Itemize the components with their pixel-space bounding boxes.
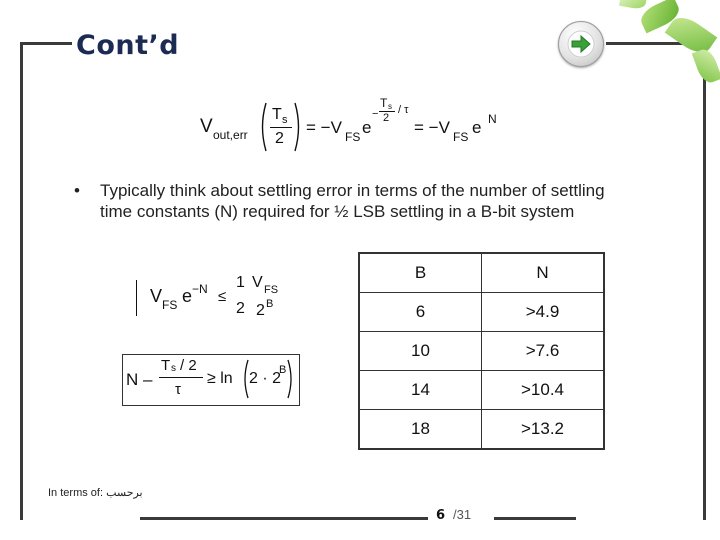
table-cell-n: >13.2 — [482, 410, 605, 450]
exp-tau: / τ — [398, 104, 409, 116]
ineq2-inner-sup: B — [279, 364, 287, 376]
ineq-exp: −N — [192, 282, 208, 296]
table-cell-b: 10 — [359, 332, 482, 371]
exp-den: 2 — [383, 112, 390, 124]
ineq-frac-den: 2 — [236, 300, 245, 317]
frame-left-line — [20, 42, 23, 520]
table-row — [359, 293, 604, 332]
bullet-text — [100, 180, 680, 222]
frame-right-line — [703, 42, 706, 520]
table-header-b: B — [359, 253, 482, 293]
ineq2-left-paren-icon — [241, 359, 249, 399]
table-cell-b: 18 — [359, 410, 482, 450]
settling-error-equation — [200, 96, 520, 156]
leaf-icon — [619, 0, 647, 10]
eq-fs-sub-2: FS — [453, 130, 469, 144]
ineq-v2: V — [252, 274, 263, 291]
ineq2-fraction-bar — [159, 377, 203, 378]
ineq2-ge: ≥ ln — [207, 370, 233, 387]
ineq-fs-sub-2: FS — [264, 284, 279, 296]
n-inequality-box — [122, 354, 300, 406]
table-cell-b: 14 — [359, 371, 482, 410]
ineq2-inner: 2 · 2 — [249, 370, 282, 387]
left-paren-icon — [258, 102, 268, 152]
ineq-den2-sup: B — [266, 298, 274, 310]
table-cell-b: 6 — [359, 293, 482, 332]
eq-equals-1: = −V — [306, 118, 342, 137]
eq-e-2: e — [472, 118, 482, 137]
table-cell-n: >10.4 — [482, 371, 605, 410]
frame-top-left-line — [20, 42, 72, 45]
page-current: 6 — [436, 508, 446, 523]
frac-den: 2 — [275, 130, 284, 147]
next-slide-button[interactable] — [558, 21, 604, 67]
table-cell-n: >7.6 — [482, 332, 605, 371]
exp-minus: − — [372, 108, 379, 120]
table-row — [359, 410, 604, 450]
exp-num-t: T — [380, 96, 388, 110]
frac-num-sub: s — [282, 114, 288, 126]
table-row — [359, 371, 604, 410]
ineq-fs-sub: FS — [162, 298, 178, 312]
ineq-e: e — [182, 286, 193, 306]
settling-inequality — [136, 272, 306, 324]
left-bar — [136, 280, 137, 316]
table-header-row — [359, 253, 604, 293]
settling-table — [358, 252, 605, 450]
frame-bottom-right-line — [494, 517, 576, 520]
page-number — [436, 507, 471, 523]
eq-e-1: e — [362, 118, 372, 137]
eq-equals-2: = −V — [414, 118, 450, 137]
ineq2-tau: τ — [175, 381, 181, 398]
ineq2-t: T — [161, 357, 171, 374]
bullet-line-1: Typically think about settling error in terms of the number of settling — [100, 181, 605, 200]
ineq2-s-sub: s — [171, 363, 176, 374]
table-cell-n: >4.9 — [482, 293, 605, 332]
green-right-arrow-icon — [566, 29, 596, 59]
footer-note: In terms of: برحسب — [48, 487, 143, 499]
right-paren-icon — [293, 102, 303, 152]
frame-bottom-left-line — [140, 517, 428, 520]
ineq-frac-num: 1 — [236, 274, 245, 291]
ineq2-right-paren-icon — [287, 359, 295, 399]
bullet-dot: • — [74, 181, 80, 200]
ineq-den2: 2 — [256, 302, 265, 319]
slide-title: Cont’d — [76, 30, 180, 61]
page-total: /31 — [453, 507, 472, 522]
eq-fs-sub-1: FS — [345, 130, 361, 144]
ineq-v: V — [150, 286, 163, 306]
fraction-bar — [270, 127, 292, 128]
bullet-line-2: time constants (N) required for ½ LSB settling in a B-bit system — [100, 202, 575, 221]
exp-n: N — [488, 112, 497, 126]
frac-num-t: T — [272, 106, 282, 123]
table-header-n: N — [482, 253, 605, 293]
ineq2-n: N – — [126, 370, 153, 389]
exp-num-sub: s — [388, 102, 392, 111]
leaf-icon — [692, 47, 720, 86]
ineq2-slash: / 2 — [180, 357, 197, 374]
eq-v-symbol: V — [200, 116, 213, 137]
table-row — [359, 332, 604, 371]
ineq-le: ≤ — [218, 288, 227, 305]
eq-v-subscript: out,err — [213, 128, 248, 142]
